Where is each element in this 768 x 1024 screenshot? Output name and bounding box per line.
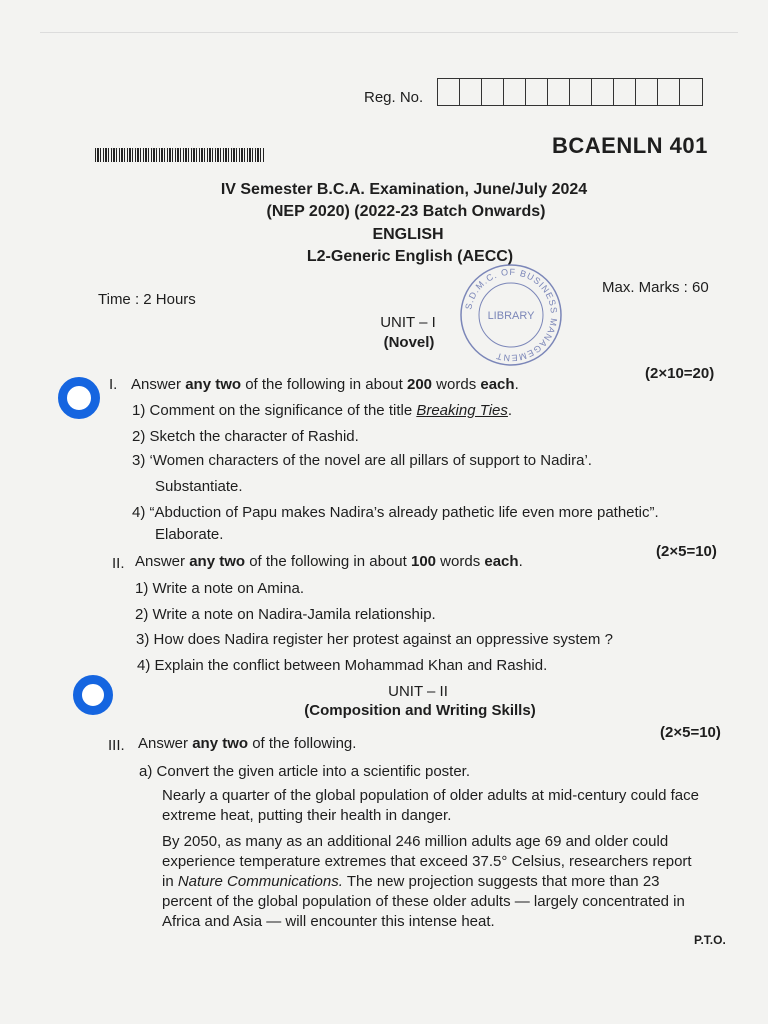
stamp-ring-text: S.D.M.C. OF BUSINESS MANAGEMENT	[463, 266, 560, 364]
hole-punch-2	[73, 675, 113, 715]
stamp-center-text: LIBRARY	[487, 310, 535, 322]
max-marks: Max. Marks : 60	[602, 279, 709, 296]
reg-no-box	[636, 79, 658, 105]
q1-marks: (2×10=20)	[645, 365, 715, 382]
unit2-subtitle: (Composition and Writing Skills)	[304, 702, 536, 719]
exam-title: IV Semester B.C.A. Examination, June/July 2024	[220, 181, 588, 198]
q2-item4: 4) Explain the conflict between Mohammad Khan and Rashid.	[137, 657, 548, 674]
reg-no-box	[460, 79, 482, 105]
q1-item1: 1) Comment on the significance of the title Breaking Ties.	[132, 402, 513, 419]
paper-code: BCAENLN 401	[552, 133, 708, 158]
exam-time: Time : 2 Hours	[98, 291, 196, 308]
q2-item1: 1) Write a note on Amina.	[135, 580, 304, 597]
reg-no-box	[614, 79, 636, 105]
q3-number: III.	[108, 737, 125, 754]
unit1-title: UNIT – I	[380, 314, 436, 331]
q2-item2: 2) Write a note on Nadira-Jamila relationship.	[135, 606, 436, 623]
q3-instruction: Answer any two of the following.	[138, 735, 357, 752]
reg-no-box	[504, 79, 526, 105]
reg-no-box	[482, 79, 504, 105]
q1-instruction: Answer any two of the following in about 200 words each.	[131, 376, 519, 393]
q1-item3-cont: Substantiate.	[155, 478, 243, 495]
reg-no-box	[570, 79, 592, 105]
q3-item-a: a) Convert the given article into a scientific poster.	[139, 763, 471, 780]
q1-item2: 2) Sketch the character of Rashid.	[132, 428, 359, 445]
reg-no-box	[680, 79, 702, 105]
q2-instruction: Answer any two of the following in about 100 words each.	[135, 553, 523, 570]
hole-punch-1	[58, 377, 100, 419]
q2-item3: 3) How does Nadira register her protest against an oppressive system ?	[136, 631, 613, 648]
q1-item4-cont: Elaborate.	[155, 526, 224, 543]
exam-scheme: (NEP 2020) (2022-23 Batch Onwards)	[266, 203, 546, 220]
reg-no-box	[548, 79, 570, 105]
q1-number: I.	[109, 376, 118, 393]
reg-no-box	[438, 79, 460, 105]
barcode	[95, 148, 265, 162]
exam-subject: ENGLISH	[372, 226, 444, 243]
unit1-subtitle: (Novel)	[383, 334, 435, 351]
reg-no-box	[658, 79, 680, 105]
article-para-2: By 2050, as many as an additional 246 million adults age 69 and older could experience temperature extremes that exceed 37.5° Celsius, researchers report in Nature Communications. The new projection suggests that more than 23 percent of the global population of these older adults — largely concentrated in Africa and Asia — will encounter this intense heat.	[162, 833, 692, 930]
reg-no-label: Reg. No.	[364, 89, 424, 106]
article-para-1: Nearly a quarter of the global population of older adults at mid-century could face extreme heat, putting their health in danger.	[162, 787, 699, 824]
exam-paper: L2-Generic English (AECC)	[306, 248, 514, 265]
reg-no-box	[592, 79, 614, 105]
q1-item3: 3) ‘Women characters of the novel are all pillars of support to Nadira’.	[132, 452, 592, 469]
pto-marker: P.T.O.	[694, 933, 726, 947]
reg-no-boxes	[437, 78, 703, 106]
q2-number: II.	[112, 555, 125, 572]
unit2-title: UNIT – II	[388, 683, 448, 700]
page-edge-line	[40, 32, 738, 33]
reg-no-box	[526, 79, 548, 105]
q1-item4: 4) “Abduction of Papu makes Nadira’s already pathetic life even more pathetic”.	[132, 504, 659, 521]
q2-marks: (2×5=10)	[656, 543, 717, 560]
q3-marks: (2×5=10)	[660, 724, 721, 741]
